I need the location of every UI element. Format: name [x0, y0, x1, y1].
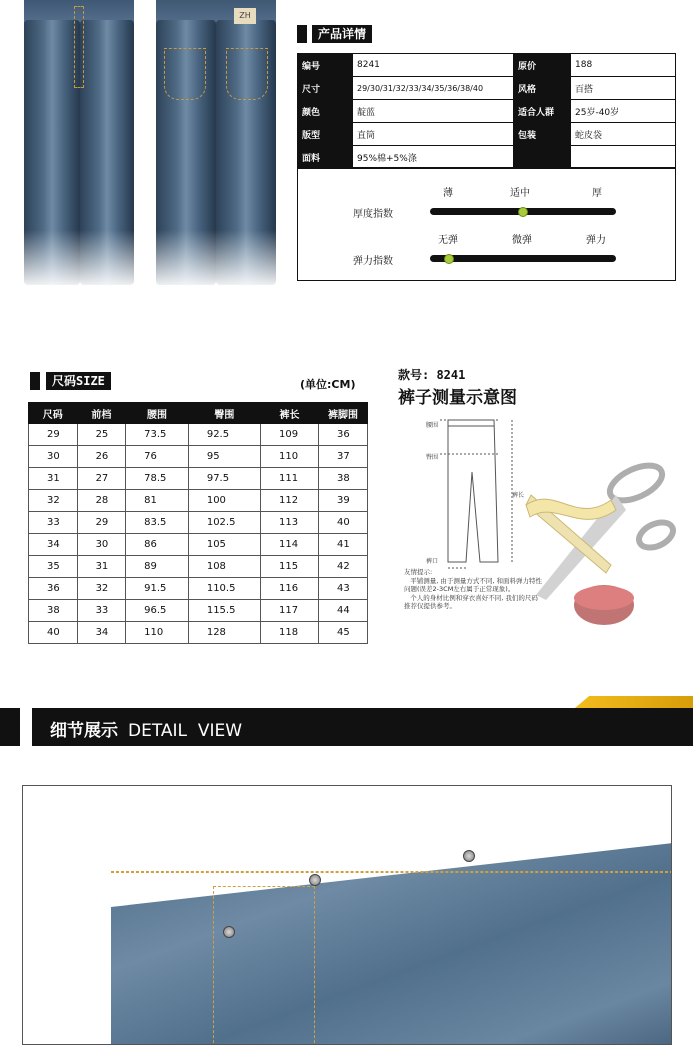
details-section-marker: [297, 25, 307, 43]
elasticity-scale-mid: 微弹: [512, 235, 532, 246]
spec-value: 25岁-40岁: [571, 100, 676, 123]
detail-title-en: DETAIL VIEW: [128, 721, 243, 741]
banner-accent: [575, 696, 693, 708]
scissors-tape-illustration: [516, 455, 676, 630]
size-cell: 95: [188, 446, 260, 468]
size-row: [29, 468, 368, 490]
size-row: [29, 600, 368, 622]
spec-value: 直筒: [353, 123, 514, 146]
thickness-scale-low: 薄: [443, 188, 453, 199]
size-cell: 97.5: [188, 468, 260, 490]
back-pocket-right: [226, 48, 268, 100]
spec-row: [298, 146, 676, 169]
spec-value: 蛇皮袋: [571, 123, 676, 146]
size-cell: 36: [29, 578, 78, 600]
spec-value: 95%棉+5%涤: [353, 146, 514, 169]
spec-row: [298, 54, 676, 77]
size-col-header: 臀围: [188, 403, 260, 424]
elasticity-indicator: [444, 254, 454, 264]
elasticity-scale-low: 无弹: [438, 235, 458, 246]
size-cell: 115: [261, 556, 319, 578]
size-row: [29, 490, 368, 512]
size-cell: 112: [261, 490, 319, 512]
size-cell: 32: [29, 490, 78, 512]
size-cell: 25: [77, 424, 126, 446]
measurement-note: 友情提示: 平铺测量, 由于测量方式不同, 和面料弹力特性问题(误差2-3CM左右属于正常现象)。 个人的身材比例和穿衣喜好不同, 我们的尺码推荐仅提供参考。: [404, 568, 542, 610]
elasticity-label: 弹力指数: [353, 256, 393, 267]
spec-value: 8241: [353, 54, 514, 77]
size-row: [29, 622, 368, 644]
size-cell: 86: [126, 534, 189, 556]
waistband-stitch: [111, 871, 672, 873]
size-cell: 73.5: [126, 424, 189, 446]
hip-label: 臀围: [426, 454, 439, 461]
spec-table: [297, 53, 676, 169]
spec-value: 百搭: [571, 77, 676, 100]
rivet-icon: [309, 874, 321, 886]
diagram-title: 裤子测量示意图: [398, 388, 517, 408]
size-col-header: 前档: [77, 403, 126, 424]
size-cell: 81: [126, 490, 189, 512]
size-row: [29, 424, 368, 446]
size-row: [29, 578, 368, 600]
size-cell: 30: [29, 446, 78, 468]
spec-empty: [514, 146, 571, 169]
spec-key: 原价: [514, 54, 571, 77]
length-label: 裤长: [512, 492, 525, 499]
rivet-icon: [223, 926, 235, 938]
brand-tag: ZH: [234, 8, 256, 24]
size-cell: 34: [77, 622, 126, 644]
thickness-indicator: [518, 207, 528, 217]
rivet-icon: [463, 850, 475, 862]
spec-key: 版型: [298, 123, 353, 146]
size-cell: 111: [261, 468, 319, 490]
fabric-index-box: [297, 167, 676, 281]
size-section-marker: [30, 372, 40, 390]
size-row: [29, 512, 368, 534]
style-number: 款号: 8241: [398, 368, 466, 382]
size-cell: 78.5: [126, 468, 189, 490]
thickness-scale-mid: 适中: [510, 188, 530, 199]
size-unit: (单位:CM): [300, 378, 356, 391]
thickness-label: 厚度指数: [353, 209, 393, 220]
front-photo: [18, 0, 140, 290]
size-section-title: 尺码SIZE: [46, 372, 111, 390]
size-cell: 29: [77, 512, 126, 534]
spec-key: 适合人群: [514, 100, 571, 123]
size-cell: 105: [188, 534, 260, 556]
size-cell: 30: [77, 534, 126, 556]
size-cell: 28: [77, 490, 126, 512]
size-cell: 31: [29, 468, 78, 490]
size-cell: 41: [319, 534, 368, 556]
spec-key: 颜色: [298, 100, 353, 123]
details-section-title: 产品详情: [312, 25, 372, 43]
size-cell: 113: [261, 512, 319, 534]
size-cell: 76: [126, 446, 189, 468]
size-row: [29, 556, 368, 578]
spec-row: [298, 100, 676, 123]
size-cell: 89: [126, 556, 189, 578]
size-cell: 38: [319, 468, 368, 490]
detail-title-cn: 细节展示: [50, 721, 118, 741]
size-cell: 83.5: [126, 512, 189, 534]
size-row: [29, 446, 368, 468]
size-cell: 100: [188, 490, 260, 512]
front-fly-stitch: [74, 6, 84, 88]
pocket-stitch: [213, 886, 315, 1045]
size-cell: 35: [29, 556, 78, 578]
spec-empty: [571, 146, 676, 169]
back-photo: [152, 0, 280, 290]
elasticity-scale-high: 弹力: [586, 235, 606, 246]
spec-row: [298, 123, 676, 146]
size-cell: 110.5: [188, 578, 260, 600]
elasticity-track: [430, 255, 616, 262]
spec-key: 风格: [514, 77, 571, 100]
size-cell: 118: [261, 622, 319, 644]
size-table: [28, 402, 368, 644]
size-row: [29, 534, 368, 556]
hem-label: 裤口: [426, 558, 439, 565]
size-cell: 31: [77, 556, 126, 578]
size-cell: 117: [261, 600, 319, 622]
size-col-header: 尺码: [29, 403, 78, 424]
spec-value: 靛蓝: [353, 100, 514, 123]
size-cell: 36: [319, 424, 368, 446]
size-cell: 40: [29, 622, 78, 644]
size-cell: 37: [319, 446, 368, 468]
banner-divider: [20, 708, 32, 746]
size-cell: 116: [261, 578, 319, 600]
back-pocket-left: [164, 48, 206, 100]
size-cell: 42: [319, 556, 368, 578]
detail-photo-frame: [22, 785, 672, 1045]
thickness-scale-high: 厚: [592, 188, 602, 199]
size-cell: 40: [319, 512, 368, 534]
size-cell: 33: [29, 512, 78, 534]
size-cell: 29: [29, 424, 78, 446]
waist-label: 腰围: [426, 422, 439, 429]
spec-row: [298, 77, 676, 100]
size-cell: 33: [77, 600, 126, 622]
size-cell: 26: [77, 446, 126, 468]
size-cell: 110: [261, 446, 319, 468]
size-col-header: 腰围: [126, 403, 189, 424]
size-cell: 34: [29, 534, 78, 556]
pants-outline: [448, 420, 498, 562]
spec-key: 包装: [514, 123, 571, 146]
size-cell: 27: [77, 468, 126, 490]
size-cell: 128: [188, 622, 260, 644]
size-cell: 96.5: [126, 600, 189, 622]
size-cell: 102.5: [188, 512, 260, 534]
size-cell: 39: [319, 490, 368, 512]
size-cell: 109: [261, 424, 319, 446]
spec-key: 尺寸: [298, 77, 353, 100]
size-col-header: 裤脚围: [319, 403, 368, 424]
size-cell: 110: [126, 622, 189, 644]
detail-banner-title: [50, 716, 242, 741]
size-cell: 92.5: [188, 424, 260, 446]
spec-key: 面料: [298, 146, 353, 169]
size-cell: 32: [77, 578, 126, 600]
size-cell: 38: [29, 600, 78, 622]
spec-value: 29/30/31/32/33/34/35/36/38/40: [353, 77, 514, 100]
size-cell: 91.5: [126, 578, 189, 600]
size-col-header: 裤长: [261, 403, 319, 424]
spec-key: 编号: [298, 54, 353, 77]
size-cell: 43: [319, 578, 368, 600]
size-cell: 115.5: [188, 600, 260, 622]
size-cell: 108: [188, 556, 260, 578]
size-cell: 114: [261, 534, 319, 556]
size-header-row: [29, 403, 368, 424]
size-cell: 45: [319, 622, 368, 644]
size-cell: 44: [319, 600, 368, 622]
spec-value: 188: [571, 54, 676, 77]
